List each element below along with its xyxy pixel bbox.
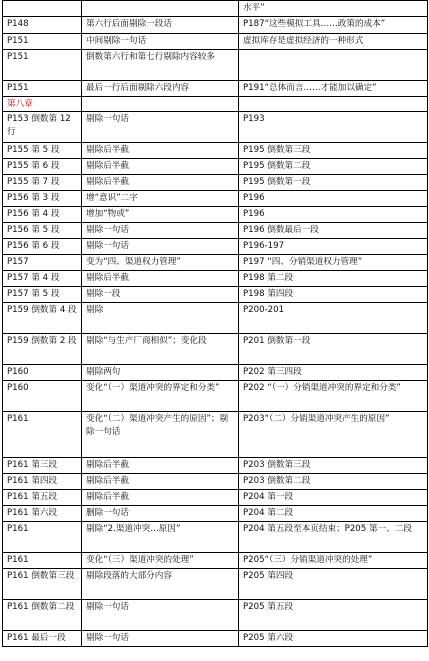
revision-table-container: [2, 0, 427, 647]
table-row: [3, 506, 428, 522]
change-description-cell: 剔除后半截: [82, 271, 239, 287]
new-page-cell: P203 倒数第三段: [239, 458, 428, 474]
table-row: [3, 255, 428, 271]
change-description-cell: 变化“（三）渠道冲突的处理”: [82, 553, 239, 569]
new-page-cell: P202 “（一）分销渠道冲突的界定和分类”: [239, 381, 428, 412]
change-description-cell: 剔除: [82, 303, 239, 334]
table-row: [3, 412, 428, 458]
table-row: [3, 271, 428, 287]
original-page-cell: P156 第 6 段: [3, 239, 82, 255]
original-page-cell: P159 倒数第 4 段: [3, 303, 82, 334]
new-page-cell: P203“（二）分销渠道冲突产生的原因”: [239, 412, 428, 458]
table-row: [3, 81, 428, 97]
original-page-cell: P148: [3, 17, 82, 34]
change-description-cell: 剔除“2.渠道冲突…原因”: [82, 522, 239, 553]
original-page-cell: P155 第 6 段: [3, 159, 82, 175]
new-page-cell: P205 第四段: [239, 569, 428, 600]
revision-table: [2, 0, 428, 647]
change-description-cell: 增“意识”二字: [82, 191, 239, 207]
new-page-cell: P196: [239, 191, 428, 207]
table-row: [3, 207, 428, 223]
original-page-cell: [3, 1, 82, 17]
new-page-cell: P200-201: [239, 303, 428, 334]
table-row: [3, 191, 428, 207]
new-page-cell: P198 第四段: [239, 287, 428, 303]
table-row: [3, 522, 428, 553]
new-page-cell: [239, 50, 428, 81]
new-page-cell: P196 倒数最后一段: [239, 223, 428, 239]
new-page-cell: P204 第二段: [239, 506, 428, 522]
change-description-cell: [82, 97, 239, 112]
original-page-cell: P160: [3, 365, 82, 381]
new-page-cell: P193: [239, 112, 428, 143]
original-page-cell: P151: [3, 81, 82, 97]
new-page-cell: P197 “四、分销渠道权力管理”: [239, 255, 428, 271]
table-row: [3, 334, 428, 365]
change-description-cell: 剔除一句话: [82, 223, 239, 239]
table-row: [3, 303, 428, 334]
original-page-cell: P161: [3, 553, 82, 569]
new-page-cell: P203 倒数第二段: [239, 474, 428, 490]
original-page-cell: P157 第 5 段: [3, 287, 82, 303]
change-description-cell: 最后一行后面剔除六段内容: [82, 81, 239, 97]
original-page-cell: P156 第 3 段: [3, 191, 82, 207]
change-description-cell: 剔除后半截: [82, 474, 239, 490]
change-description-cell: 剔除后半截: [82, 159, 239, 175]
table-row: [3, 631, 428, 647]
table-row: [3, 17, 428, 34]
change-description-cell: 剔除一句话: [82, 631, 239, 647]
new-page-cell: P195 倒数第二段: [239, 159, 428, 175]
change-description-cell: 第六行后面剔除一段话: [82, 17, 239, 34]
new-page-cell: P201 倒数第一段: [239, 334, 428, 365]
change-description-cell: 剔除“与生产厂商相似”；变化段: [82, 334, 239, 365]
change-description-cell: 变化“（一）渠道冲突的界定和分类”: [82, 381, 239, 412]
original-page-cell: P151: [3, 50, 82, 81]
table-row: [3, 381, 428, 412]
original-page-cell: P161 倒数第二段: [3, 600, 82, 631]
table-row: [3, 50, 428, 81]
table-row: [3, 287, 428, 303]
table-row: [3, 159, 428, 175]
table-row: [3, 474, 428, 490]
table-row: [3, 34, 428, 50]
table-row: [3, 143, 428, 159]
original-page-cell: P161 第五段: [3, 490, 82, 506]
table-row: [3, 569, 428, 600]
change-description-cell: 剔除两句: [82, 365, 239, 381]
new-page-cell: P205“（三）分销渠道冲突的处理”: [239, 553, 428, 569]
original-page-cell: 第八章: [3, 97, 82, 112]
new-page-cell: P196-197: [239, 239, 428, 255]
original-page-cell: P161 第四段: [3, 474, 82, 490]
table-row: [3, 239, 428, 255]
change-description-cell: 删除一句话: [82, 506, 239, 522]
new-page-cell: P195 倒数第一段: [239, 175, 428, 191]
change-description-cell: 增加“物或”: [82, 207, 239, 223]
chapter-heading-row: [3, 97, 428, 112]
new-page-cell: P205 第六段: [239, 631, 428, 647]
table-row: [3, 223, 428, 239]
original-page-cell: P161 最后一段: [3, 631, 82, 647]
change-description-cell: 剔除一段: [82, 287, 239, 303]
table-row: [3, 553, 428, 569]
change-description-cell: [82, 1, 239, 17]
original-page-cell: P155 第 5 段: [3, 143, 82, 159]
change-description-cell: 剔除一句话: [82, 600, 239, 631]
original-page-cell: P161: [3, 522, 82, 553]
new-page-cell: [239, 97, 428, 112]
original-page-cell: P157: [3, 255, 82, 271]
original-page-cell: P161 倒数第三段: [3, 569, 82, 600]
change-description-cell: 变化“（二）渠道冲突产生的原因”；剔除一句话: [82, 412, 239, 458]
table-row: [3, 1, 428, 17]
new-page-cell: P202 第三四段: [239, 365, 428, 381]
original-page-cell: P161 第六段: [3, 506, 82, 522]
change-description-cell: 剔除后半截: [82, 175, 239, 191]
new-page-cell: P205 第五段: [239, 600, 428, 631]
new-page-cell: P196: [239, 207, 428, 223]
original-page-cell: P156 第 5 段: [3, 223, 82, 239]
table-row: [3, 490, 428, 506]
new-page-cell: 虚拟库存是虚拟经济的一种形式: [239, 34, 428, 50]
new-page-cell: P187“这些模拟工具……政策的成本”: [239, 17, 428, 34]
table-row: [3, 365, 428, 381]
new-page-cell: P198 第二段: [239, 271, 428, 287]
original-page-cell: P151: [3, 34, 82, 50]
original-page-cell: P160: [3, 381, 82, 412]
change-description-cell: 中间剔除一句话: [82, 34, 239, 50]
original-page-cell: P153 倒数第 12 行: [3, 112, 82, 143]
table-row: [3, 175, 428, 191]
new-page-cell: 水平”: [239, 1, 428, 17]
change-description-cell: 剔除后半截: [82, 143, 239, 159]
original-page-cell: P155 第 7 段: [3, 175, 82, 191]
original-page-cell: P161: [3, 412, 82, 458]
change-description-cell: 剔除后半截: [82, 458, 239, 474]
table-row: [3, 112, 428, 143]
change-description-cell: 剔除一句话: [82, 112, 239, 143]
new-page-cell: P195 倒数第三段: [239, 143, 428, 159]
original-page-cell: P161 第三段: [3, 458, 82, 474]
change-description-cell: 变为“四、渠道权力管理”: [82, 255, 239, 271]
original-page-cell: P159 倒数第 2 段: [3, 334, 82, 365]
revision-table-body: [3, 1, 428, 647]
table-row: [3, 458, 428, 474]
original-page-cell: P156 第 4 段: [3, 207, 82, 223]
new-page-cell: P204 第一段: [239, 490, 428, 506]
change-description-cell: 剔除段落的大部分内容: [82, 569, 239, 600]
new-page-cell: P204 第五段至本页结束；P205 第一、二段: [239, 522, 428, 553]
original-page-cell: P157 第 4 段: [3, 271, 82, 287]
change-description-cell: 剔除后半截: [82, 490, 239, 506]
change-description-cell: 剔除一句话: [82, 239, 239, 255]
table-row: [3, 600, 428, 631]
change-description-cell: 倒数第六行和第七行剔除内容较多: [82, 50, 239, 81]
new-page-cell: P191“总体而言……才能加以确定”: [239, 81, 428, 97]
